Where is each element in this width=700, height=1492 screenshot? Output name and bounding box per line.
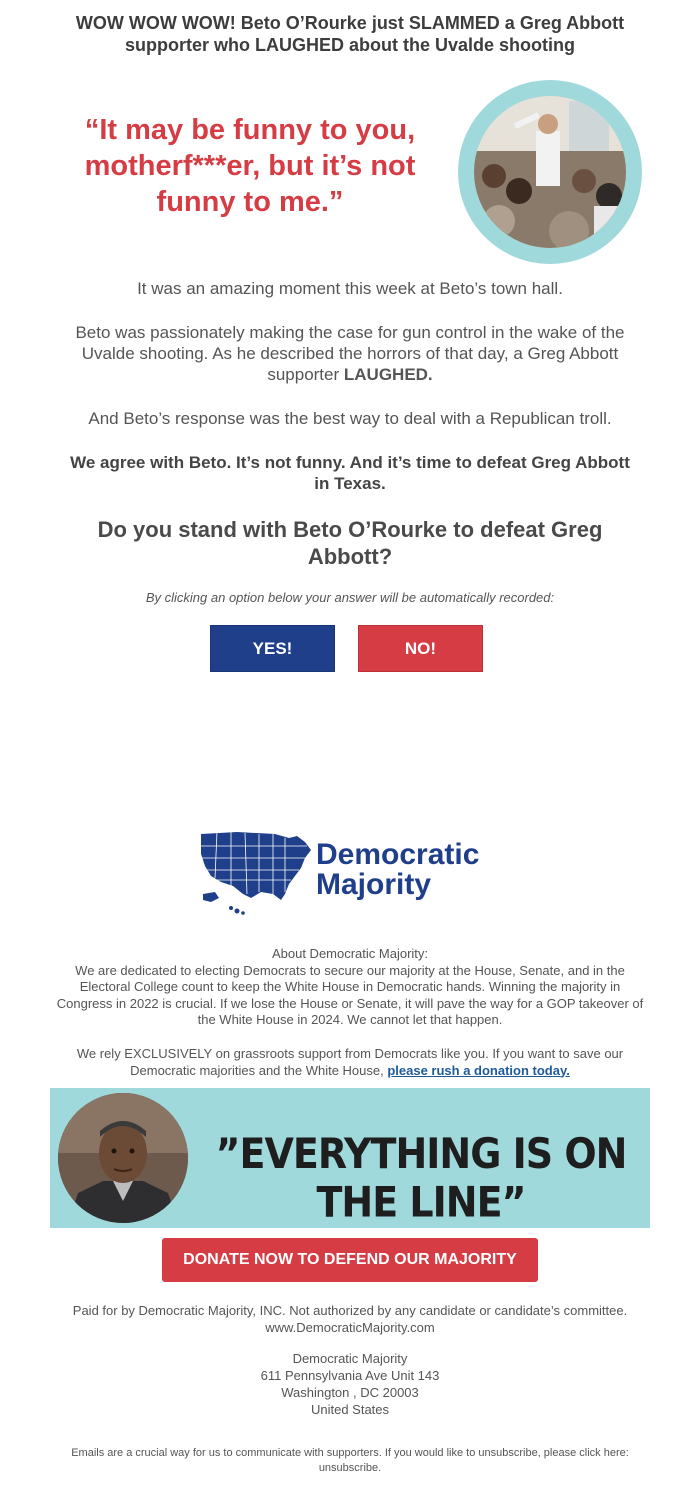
address-street: 611 Pennsylvania Ave Unit 143 <box>260 1368 440 1383</box>
poll-disclaimer: By clicking an option below your answer will be automatically recorded: <box>145 590 555 605</box>
no-button[interactable]: NO! <box>358 625 483 672</box>
donate-button[interactable]: DONATE NOW TO DEFEND OUR MAJORITY <box>162 1238 538 1282</box>
town-hall-image <box>474 96 626 248</box>
donation-link[interactable]: please rush a donation today. <box>387 1062 570 1078</box>
unsubscribe-text: Emails are a crucial way for us to communicate with supporters. If you would like to unsubscribe, please click here: <box>71 1447 629 1459</box>
poll-question: Do you stand with Beto O’Rourke to defeat Greg Abbott? <box>97 517 603 569</box>
us-map-icon <box>197 828 315 916</box>
rely-paragraph <box>55 1046 645 1079</box>
logo-line-1: Democratic <box>316 838 480 871</box>
obama-portrait <box>58 1093 188 1223</box>
address-name: Democratic Majority <box>292 1351 408 1366</box>
paragraph-context <box>55 322 645 385</box>
pull-quote: “It may be funny to you, motherf***er, but it’s not funny to me.” <box>84 114 416 218</box>
paragraph-response: And Beto’s response was the best way to deal with a Republican troll. <box>88 409 612 428</box>
mailing-address <box>55 1350 645 1418</box>
about-title: About Democratic Majority: <box>271 946 429 961</box>
portrait-image <box>58 1093 188 1223</box>
town-hall-photo <box>474 96 626 248</box>
paragraph-context-text: Beto was passionately making the case for gun control in the wake of the Uvalde shooting. As he described the horrors of that day, a Greg Abbott supporter <box>75 323 625 384</box>
us-map-logo-icon <box>197 828 315 916</box>
unsubscribe-link[interactable]: unsubscribe. <box>318 1462 382 1474</box>
about-text: We are dedicated to electing Democrats to secure our majority at the House, Senate, and in the Electoral College count to keep the White House in Democratic hands. Winning the majority in Congress in 2022 is crucial. If we lose the House or Senate, it will pave the way for a GOP takeover of the White House in 2024. We cannot let that happen. <box>56 962 644 1027</box>
address-city: Washington , DC 20003 <box>281 1385 419 1400</box>
laughed-emphasis: LAUGHED. <box>343 365 433 384</box>
logo-line-2: Majority <box>316 868 432 901</box>
email-headline: WOW WOW WOW! Beto O’Rourke just SLAMMED a Greg Abbott supporter who LAUGHED about the Uvalde shooting <box>75 13 625 55</box>
about-section <box>55 946 645 1029</box>
rely-text: We rely EXCLUSIVELY on grassroots support from Democrats like you. If you want to save our Democratic majorities and the White House, <box>76 1046 624 1078</box>
address-country: United States <box>310 1402 390 1417</box>
unsubscribe-notice <box>55 1446 645 1476</box>
yes-button[interactable]: YES! <box>210 625 335 672</box>
banner-headline: ”EVERYTHING IS ON THE LINE” <box>215 1129 627 1227</box>
paragraph-intro: It was an amazing moment this week at Beto’s town hall. <box>137 279 563 298</box>
democratic-majority-logo <box>316 840 479 900</box>
paid-for-disclaimer: Paid for by Democratic Majority, INC. Not authorized by any candidate or candidate’s committee. www.DemocraticMajority.com <box>72 1303 628 1335</box>
paragraph-agree: We agree with Beto. It’s not funny. And it’s time to defeat Greg Abbott in Texas. <box>70 453 630 493</box>
everything-on-the-line-banner[interactable] <box>50 1088 650 1228</box>
